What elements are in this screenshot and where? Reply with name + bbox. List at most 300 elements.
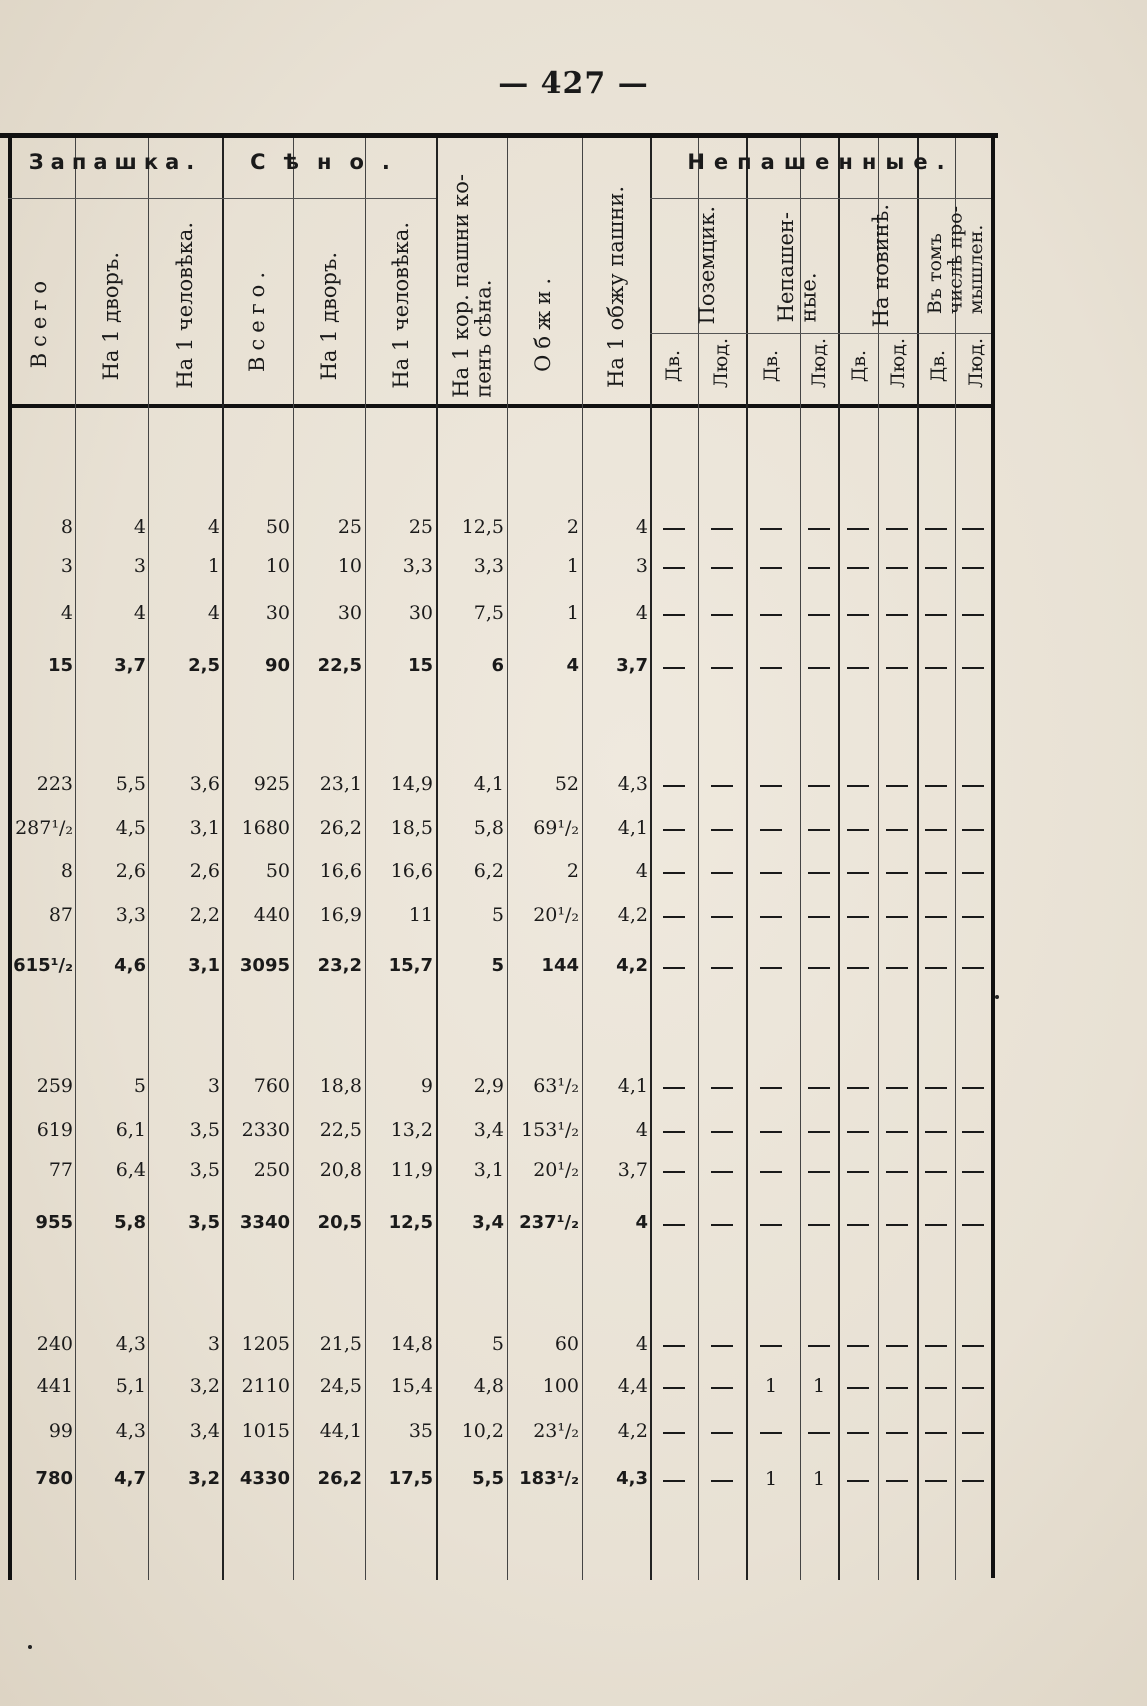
cell-nepashennye-empty xyxy=(925,1387,947,1389)
cell-nepashennye-empty xyxy=(886,1480,908,1482)
cell-per-obzha: 3,7 xyxy=(616,655,648,676)
header-dv: Дв. xyxy=(927,350,949,383)
header-vtom-line2: числѣ про- xyxy=(944,206,967,315)
cell-kopen-per-korob: 3,4 xyxy=(472,1212,504,1233)
cell-nepashennye-empty xyxy=(808,916,830,918)
cell-zapashka-per-yard: 4,6 xyxy=(114,955,146,976)
cell-nepashennye-empty xyxy=(886,967,908,969)
cell-seno-total: 50 xyxy=(265,516,290,538)
header-lyud: Люд. xyxy=(887,338,909,389)
column-rule xyxy=(365,138,366,1580)
column-rule xyxy=(878,138,879,1580)
cell-nepashennye-empty xyxy=(808,528,830,530)
cell-seno-per-person: 18,5 xyxy=(390,817,433,839)
cell-seno-per-yard: 23,2 xyxy=(317,955,362,976)
cell-nepashennye-empty xyxy=(760,916,782,918)
cell-obzhi: 2 xyxy=(566,860,579,882)
cell-kopen-per-korob: 4,8 xyxy=(473,1375,504,1397)
group-title-seno: Сѣно. xyxy=(250,150,408,174)
cell-nepashennye-empty xyxy=(847,1387,869,1389)
cell-nepashennye-empty xyxy=(663,567,685,569)
cell-zapashka-per-person: 3,1 xyxy=(188,955,220,976)
cell-seno-per-yard: 18,8 xyxy=(319,1075,362,1097)
cell-nepashennye-empty xyxy=(808,1087,830,1089)
cell-kopen-per-korob: 12,5 xyxy=(461,516,504,538)
cell-nepashennye-empty xyxy=(808,1171,830,1173)
cell-nepashennye-empty xyxy=(962,1131,984,1133)
cell-nepashennye-empty xyxy=(711,528,733,530)
cell-obzhi: 1 xyxy=(566,602,579,624)
cell-zapashka-per-person: 3,5 xyxy=(188,1212,220,1233)
cell-zapashka-per-person: 2,5 xyxy=(188,655,220,676)
column-rule xyxy=(148,138,149,1580)
cell-zapashka-total: 441 xyxy=(36,1375,73,1397)
cell-nepashennye-empty xyxy=(847,1131,869,1133)
cell-nepashennye-empty xyxy=(663,1480,685,1482)
cell-nepashennye-empty xyxy=(847,872,869,874)
cell-nepashennye-empty xyxy=(711,1387,733,1389)
column-rule xyxy=(436,138,438,1580)
cell-zapashka-per-yard: 4,3 xyxy=(115,1333,146,1355)
cell-nepashennye-empty xyxy=(760,829,782,831)
cell-kopen-per-korob: 7,5 xyxy=(473,602,504,624)
cell-seno-per-yard: 26,2 xyxy=(319,817,362,839)
cell-zapashka-per-yard: 6,1 xyxy=(115,1119,146,1141)
header-dv: Дв. xyxy=(848,350,870,383)
cell-zapashka-total: 15 xyxy=(47,655,73,676)
cell-seno-per-person: 11,9 xyxy=(390,1159,433,1181)
cell-nepashennye-empty xyxy=(886,785,908,787)
cell-seno-per-person: 35 xyxy=(408,1420,433,1442)
cell-nepashennye-empty xyxy=(663,614,685,616)
cell-per-obzha: 4 xyxy=(635,1119,648,1141)
cell-zapashka-total: 223 xyxy=(36,773,73,795)
header-zapashka-per-yard: На 1 дворъ. xyxy=(99,252,123,381)
cell-nepashennye-empty xyxy=(925,1432,947,1434)
cell-zapashka-total: 8 xyxy=(60,860,73,882)
cell-nepashennye-empty xyxy=(962,916,984,918)
header-nepashennye-sub xyxy=(775,212,820,322)
column-rule xyxy=(746,138,748,1580)
cell-nepashennye-empty xyxy=(808,829,830,831)
cell-nepashennye-empty xyxy=(663,1171,685,1173)
cell-seno-per-person: 25 xyxy=(408,516,433,538)
cell-seno-per-yard: 22,5 xyxy=(319,1119,362,1141)
cell-obzhi: 1 xyxy=(566,555,579,577)
cell-nepashennye-empty xyxy=(925,567,947,569)
header-lyud: Люд. xyxy=(808,338,830,389)
cell-obzhi: 63¹/₂ xyxy=(533,1075,579,1097)
cell-kopen-per-korob: 6,2 xyxy=(473,860,504,882)
cell-zapashka-per-yard: 4,5 xyxy=(115,817,146,839)
cell-per-obzha: 3,7 xyxy=(617,1159,648,1181)
cell-zapashka-total: 259 xyxy=(36,1075,73,1097)
cell-nepashennye-empty xyxy=(925,667,947,669)
cell-obzhi: 153¹/₂ xyxy=(521,1119,579,1141)
cell-zapashka-total: 4 xyxy=(60,602,73,624)
header-kopen-line1: На 1 кор. пашни ко- xyxy=(449,174,473,398)
cell-seno-total: 90 xyxy=(264,655,290,676)
cell-nepashennye-empty xyxy=(663,1224,685,1226)
cell-nepashennye-empty xyxy=(847,916,869,918)
cell-seno-total: 1680 xyxy=(241,817,290,839)
cell-seno-per-person: 15 xyxy=(407,655,433,676)
cell-nepashennye-empty xyxy=(886,614,908,616)
column-rule xyxy=(8,138,12,1580)
cell-seno-per-person: 15,4 xyxy=(390,1375,433,1397)
cell-zapashka-total: 780 xyxy=(35,1468,73,1489)
cell-nepashennye-empty xyxy=(847,1345,869,1347)
cell-seno-total: 2110 xyxy=(241,1375,290,1397)
cell-nepashennye-empty xyxy=(663,872,685,874)
cell-per-obzha: 4,1 xyxy=(617,817,648,839)
cell-nepashennye-empty xyxy=(760,1171,782,1173)
cell-zapashka-total: 3 xyxy=(60,555,73,577)
cell-nepashennye-empty xyxy=(663,1087,685,1089)
cell-nepashennye-empty xyxy=(847,667,869,669)
cell-obzhi: 2 xyxy=(566,516,579,538)
cell-per-obzha: 4,2 xyxy=(616,955,648,976)
cell-kopen-per-korob: 3,1 xyxy=(473,1159,504,1181)
cell-nepashennye-empty xyxy=(962,829,984,831)
cell-nepashennye-empty xyxy=(711,872,733,874)
column-rule xyxy=(838,138,840,1580)
cell-zapashka-per-person: 2,6 xyxy=(189,860,220,882)
cell-zapashka-per-yard: 3,7 xyxy=(114,655,146,676)
column-rule xyxy=(698,138,699,1580)
cell-nepashennye-empty xyxy=(847,1480,869,1482)
page-number: — 427 — xyxy=(498,66,649,101)
cell-seno-per-person: 17,5 xyxy=(388,1468,433,1489)
cell-nepashennye-empty xyxy=(886,829,908,831)
cell-nepashennye-empty xyxy=(711,829,733,831)
header-dv: Дв. xyxy=(662,350,684,383)
cell-nepashennye-empty xyxy=(760,567,782,569)
cell-nepashennye-empty xyxy=(663,967,685,969)
cell-nepashennye-empty xyxy=(711,1480,733,1482)
group-title-nepashennye: Непашенные. xyxy=(687,150,954,174)
cell-nepashennye-value: 1 xyxy=(812,1375,826,1397)
cell-zapashka-per-person: 2,2 xyxy=(189,904,220,926)
cell-per-obzha: 3 xyxy=(635,555,648,577)
header-nepashennye-line1: Непашен- xyxy=(774,212,798,323)
cell-zapashka-per-yard: 2,6 xyxy=(115,860,146,882)
cell-seno-per-yard: 44,1 xyxy=(319,1420,362,1442)
cell-nepashennye-empty xyxy=(760,1087,782,1089)
cell-nepashennye-empty xyxy=(847,967,869,969)
column-rule xyxy=(650,138,652,1580)
cell-nepashennye-empty xyxy=(663,785,685,787)
header-zapashka-per-person: На 1 человѣка. xyxy=(173,222,197,389)
cell-nepashennye-empty xyxy=(847,1171,869,1173)
cell-kopen-per-korob: 10,2 xyxy=(461,1420,504,1442)
cell-nepashennye-empty xyxy=(760,1224,782,1226)
cell-nepashennye-empty xyxy=(808,567,830,569)
cell-nepashennye-empty xyxy=(886,567,908,569)
cell-kopen-per-korob: 6 xyxy=(491,655,504,676)
cell-nepashennye-empty xyxy=(925,1131,947,1133)
cell-zapashka-per-yard: 4,7 xyxy=(114,1468,146,1489)
cell-seno-per-yard: 16,6 xyxy=(319,860,362,882)
cell-zapashka-per-yard: 5,5 xyxy=(115,773,146,795)
cell-seno-per-yard: 25 xyxy=(337,516,362,538)
column-rule xyxy=(507,138,508,1580)
cell-seno-total: 30 xyxy=(265,602,290,624)
column-rule xyxy=(222,138,224,1580)
cell-seno-total: 4330 xyxy=(239,1468,290,1489)
subheader-rule xyxy=(650,333,991,334)
cell-seno-per-yard: 16,9 xyxy=(319,904,362,926)
cell-nepashennye-empty xyxy=(962,967,984,969)
cell-seno-per-yard: 21,5 xyxy=(319,1333,362,1355)
cell-kopen-per-korob: 4,1 xyxy=(473,773,504,795)
cell-nepashennye-empty xyxy=(925,916,947,918)
cell-seno-per-person: 11 xyxy=(408,904,433,926)
cell-nepashennye-empty xyxy=(847,1432,869,1434)
cell-per-obzha: 4 xyxy=(635,1333,648,1355)
cell-kopen-per-korob: 5,5 xyxy=(472,1468,504,1489)
cell-zapashka-total: 287¹/₂ xyxy=(15,817,73,839)
cell-nepashennye-empty xyxy=(663,916,685,918)
cell-seno-per-yard: 26,2 xyxy=(317,1468,362,1489)
cell-nepashennye-empty xyxy=(925,872,947,874)
cell-nepashennye-empty xyxy=(962,1480,984,1482)
cell-nepashennye-empty xyxy=(962,1345,984,1347)
header-per-obzha: На 1 обжу пашни. xyxy=(604,186,628,388)
header-v-tom-chisle xyxy=(925,206,987,314)
cell-nepashennye-empty xyxy=(847,1087,869,1089)
cell-obzhi: 52 xyxy=(554,773,579,795)
cell-seno-total: 760 xyxy=(253,1075,290,1097)
cell-per-obzha: 4,1 xyxy=(617,1075,648,1097)
cell-zapashka-per-yard: 6,4 xyxy=(115,1159,146,1181)
cell-nepashennye-empty xyxy=(886,1432,908,1434)
cell-obzhi: 100 xyxy=(542,1375,579,1397)
cell-zapashka-per-yard: 4 xyxy=(133,602,146,624)
cell-per-obzha: 4,3 xyxy=(616,1468,648,1489)
cell-nepashennye-empty xyxy=(925,614,947,616)
cell-seno-per-yard: 20,5 xyxy=(317,1212,362,1233)
cell-nepashennye-empty xyxy=(760,1131,782,1133)
cell-seno-total: 1205 xyxy=(241,1333,290,1355)
header-bottom-rule xyxy=(8,404,991,408)
cell-nepashennye-empty xyxy=(925,1171,947,1173)
cell-seno-total: 3340 xyxy=(239,1212,290,1233)
cell-nepashennye-empty xyxy=(962,614,984,616)
cell-zapashka-per-person: 3,5 xyxy=(189,1159,220,1181)
cell-nepashennye-value: 1 xyxy=(812,1468,826,1490)
cell-zapashka-per-person: 1 xyxy=(207,555,220,577)
header-nepashennye-line2: ные. xyxy=(796,272,821,323)
cell-obzhi: 60 xyxy=(554,1333,579,1355)
header-seno-per-yard: На 1 дворъ. xyxy=(317,252,341,381)
cell-zapashka-per-person: 3,2 xyxy=(188,1468,220,1489)
cell-nepashennye-empty xyxy=(847,785,869,787)
cell-zapashka-total: 619 xyxy=(36,1119,73,1141)
cell-nepashennye-empty xyxy=(711,667,733,669)
cell-nepashennye-empty xyxy=(962,1224,984,1226)
cell-nepashennye-empty xyxy=(711,1171,733,1173)
cell-nepashennye-empty xyxy=(925,829,947,831)
cell-seno-per-person: 30 xyxy=(408,602,433,624)
cell-nepashennye-empty xyxy=(808,1224,830,1226)
cell-nepashennye-empty xyxy=(663,1432,685,1434)
cell-zapashka-total: 77 xyxy=(48,1159,73,1181)
cell-kopen-per-korob: 5 xyxy=(491,904,504,926)
cell-nepashennye-empty xyxy=(962,567,984,569)
cell-nepashennye-empty xyxy=(962,872,984,874)
cell-obzhi: 20¹/₂ xyxy=(533,904,579,926)
cell-zapashka-per-person: 3,6 xyxy=(189,773,220,795)
cell-nepashennye-empty xyxy=(711,567,733,569)
cell-nepashennye-empty xyxy=(711,1087,733,1089)
header-pozemcik: Поземцик. xyxy=(695,206,719,325)
cell-kopen-per-korob: 3,3 xyxy=(473,555,504,577)
cell-nepashennye-empty xyxy=(886,1345,908,1347)
cell-nepashennye-empty xyxy=(962,1171,984,1173)
cell-nepashennye-empty xyxy=(760,614,782,616)
cell-obzhi: 144 xyxy=(541,955,579,976)
cell-nepashennye-empty xyxy=(962,1087,984,1089)
cell-nepashennye-empty xyxy=(760,1345,782,1347)
cell-zapashka-per-yard: 3,3 xyxy=(115,904,146,926)
header-kopen-line2: пенъ сѣна. xyxy=(471,279,496,398)
cell-nepashennye-empty xyxy=(808,1131,830,1133)
cell-kopen-per-korob: 5 xyxy=(491,955,504,976)
header-vtom-line1: Въ томъ xyxy=(924,233,946,315)
cell-nepashennye-empty xyxy=(886,916,908,918)
cell-nepashennye-empty xyxy=(663,1131,685,1133)
cell-nepashennye-empty xyxy=(886,1387,908,1389)
cell-per-obzha: 4 xyxy=(635,602,648,624)
cell-nepashennye-empty xyxy=(925,1087,947,1089)
cell-zapashka-total: 615¹/₂ xyxy=(13,955,73,976)
cell-obzhi: 69¹/₂ xyxy=(533,817,579,839)
cell-seno-total: 3095 xyxy=(239,955,290,976)
column-rule xyxy=(991,138,995,1578)
cell-nepashennye-empty xyxy=(663,1387,685,1389)
cell-per-obzha: 4 xyxy=(635,516,648,538)
cell-zapashka-total: 99 xyxy=(48,1420,73,1442)
cell-seno-per-yard: 20,8 xyxy=(319,1159,362,1181)
column-rule xyxy=(293,138,294,1580)
cell-zapashka-total: 87 xyxy=(48,904,73,926)
cell-nepashennye-empty xyxy=(886,1171,908,1173)
cell-seno-total: 250 xyxy=(253,1159,290,1181)
cell-nepashennye-empty xyxy=(847,829,869,831)
cell-nepashennye-empty xyxy=(886,1224,908,1226)
cell-nepashennye-empty xyxy=(962,667,984,669)
cell-seno-per-yard: 30 xyxy=(337,602,362,624)
cell-per-obzha: 4 xyxy=(635,1212,648,1233)
cell-nepashennye-empty xyxy=(808,872,830,874)
cell-kopen-per-korob: 2,9 xyxy=(473,1075,504,1097)
cell-seno-per-yard: 10 xyxy=(337,555,362,577)
cell-kopen-per-korob: 5 xyxy=(491,1333,504,1355)
cell-zapashka-per-yard: 5,8 xyxy=(114,1212,146,1233)
cell-zapashka-per-yard: 4,3 xyxy=(115,1420,146,1442)
cell-per-obzha: 4,3 xyxy=(617,773,648,795)
cell-nepashennye-empty xyxy=(925,1224,947,1226)
cell-obzhi: 4 xyxy=(566,655,579,676)
cell-nepashennye-empty xyxy=(663,829,685,831)
cell-seno-per-person: 12,5 xyxy=(388,1212,433,1233)
cell-nepashennye-empty xyxy=(808,667,830,669)
cell-zapashka-per-yard: 5 xyxy=(133,1075,146,1097)
cell-nepashennye-empty xyxy=(760,785,782,787)
cell-seno-total: 10 xyxy=(265,555,290,577)
header-lyud: Люд. xyxy=(965,338,987,389)
cell-nepashennye-empty xyxy=(711,916,733,918)
cell-zapashka-per-yard: 4 xyxy=(133,516,146,538)
cell-nepashennye-empty xyxy=(760,967,782,969)
cell-nepashennye-empty xyxy=(760,528,782,530)
cell-zapashka-total: 955 xyxy=(35,1212,73,1233)
header-dv: Дв. xyxy=(760,350,782,383)
header-vtom-line3: мышлен. xyxy=(965,224,988,315)
cell-obzhi: 23¹/₂ xyxy=(533,1420,579,1442)
cell-nepashennye-empty xyxy=(847,1224,869,1226)
cell-nepashennye-empty xyxy=(711,785,733,787)
group-header-rule xyxy=(650,198,991,199)
column-rule xyxy=(955,138,956,1580)
cell-zapashka-total: 240 xyxy=(36,1333,73,1355)
cell-seno-per-person: 15,7 xyxy=(388,955,433,976)
cell-kopen-per-korob: 5,8 xyxy=(473,817,504,839)
cell-nepashennye-empty xyxy=(886,667,908,669)
cell-nepashennye-empty xyxy=(847,528,869,530)
cell-zapashka-per-person: 3,5 xyxy=(189,1119,220,1141)
cell-nepashennye-empty xyxy=(962,1432,984,1434)
cell-nepashennye-empty xyxy=(711,967,733,969)
column-rule xyxy=(582,138,583,1580)
cell-nepashennye-empty xyxy=(925,967,947,969)
cell-nepashennye-empty xyxy=(808,967,830,969)
cell-seno-per-yard: 22,5 xyxy=(317,655,362,676)
column-rule xyxy=(800,138,801,1580)
print-mark xyxy=(28,1645,32,1649)
cell-seno-total: 925 xyxy=(253,773,290,795)
cell-zapashka-per-person: 3 xyxy=(207,1333,220,1355)
cell-nepashennye-empty xyxy=(886,872,908,874)
header-kopen-per-korob xyxy=(450,174,495,398)
cell-nepashennye-empty xyxy=(808,1432,830,1434)
cell-seno-per-person: 9 xyxy=(420,1075,433,1097)
header-seno-per-person: На 1 человѣка. xyxy=(389,222,413,389)
cell-nepashennye-empty xyxy=(711,614,733,616)
cell-kopen-per-korob: 3,4 xyxy=(473,1119,504,1141)
cell-obzhi: 183¹/₂ xyxy=(519,1468,579,1489)
cell-seno-total: 440 xyxy=(253,904,290,926)
cell-seno-total: 1015 xyxy=(241,1420,290,1442)
cell-nepashennye-empty xyxy=(663,1345,685,1347)
cell-nepashennye-empty xyxy=(711,1224,733,1226)
column-rule xyxy=(917,138,919,1580)
cell-obzhi: 237¹/₂ xyxy=(519,1212,579,1233)
cell-seno-per-person: 3,3 xyxy=(402,555,433,577)
cell-nepashennye-empty xyxy=(711,1131,733,1133)
cell-nepashennye-empty xyxy=(808,1345,830,1347)
cell-nepashennye-empty xyxy=(760,872,782,874)
print-mark xyxy=(995,995,999,999)
cell-nepashennye-empty xyxy=(886,528,908,530)
header-obzhi: Обжи. xyxy=(531,272,555,372)
cell-seno-per-person: 16,6 xyxy=(390,860,433,882)
cell-nepashennye-empty xyxy=(760,667,782,669)
header-novine: На новинѣ. xyxy=(869,204,893,328)
cell-zapashka-per-person: 3 xyxy=(207,1075,220,1097)
cell-per-obzha: 4,2 xyxy=(617,1420,648,1442)
